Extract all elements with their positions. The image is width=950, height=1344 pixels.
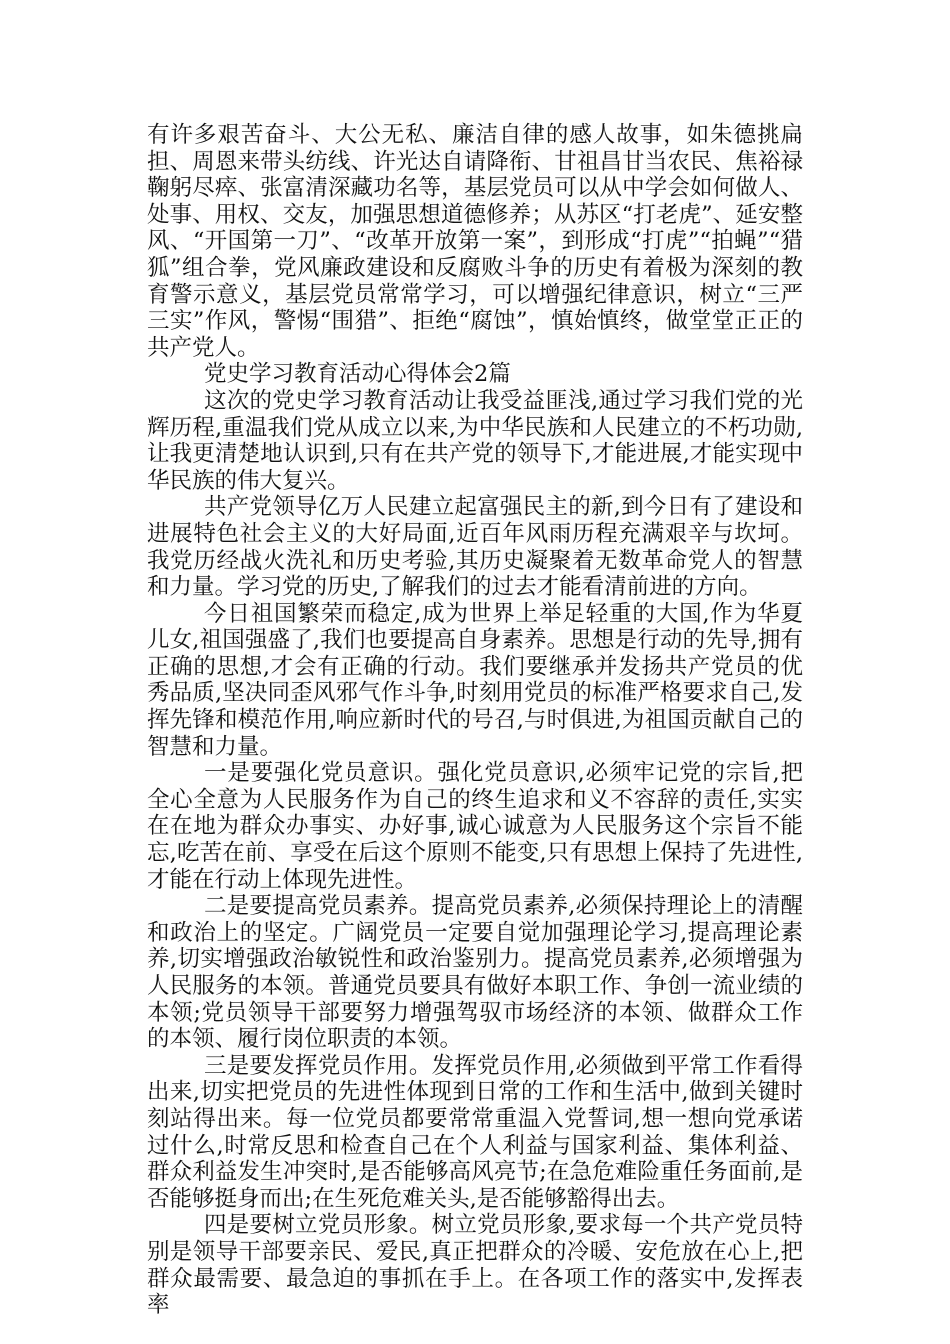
paragraph-continuation: 有许多艰苦奋斗、大公无私、廉洁自律的感人故事，如朱德挑扁担、周恩来带头纺线、许光达自请降衔、甘祖昌甘当农民、焦裕禄鞠躬尽瘁、张富清深藏功名等，基层党员可以从中学会如何做人、处事、用权、交友，加强思想道德修养；从苏区“打老虎”、延安整风、“开国第一刀”、“改革开放第一案”，到形成“打虎”“拍蝇”“猎狐”组合拳，党风廉政建设和反腐败斗争的历史有着极为深刻的教育警示意义，基层党员常常学习，可以增强纪律意识，树立“三严三实”作风，警惕“围猎”、拒绝“腐蚀”，慎始慎终，做堂堂正正的共产党人。 [147,122,803,361]
paragraph: 一是要强化党员意识。强化党员意识,必须牢记党的宗旨,把全心全意为人民服务作为自己的终生追求和义不容辞的责任,实实在在地为群众办事实、办好事,诚心诚意为人民服务这个宗旨不能忘,吃苦在前、享受在后这个原则不能变,只有思想上保持了先进性,才能在行动上体现先进性。 [147,760,803,893]
paragraph: 这次的党史学习教育活动让我受益匪浅,通过学习我们党的光辉历程,重温我们党从成立以来,为中华民族和人民建立的不朽功勋,让我更清楚地认识到,只有在共产党的领导下,才能进展,才能实现中华民族的伟大复兴。 [147,387,803,494]
paragraph: 今日祖国繁荣而稳定,成为世界上举足轻重的大国,作为华夏儿女,祖国强盛了,我们也要提高自身素养。思想是行动的先导,拥有正确的思想,才会有正确的行动。我们要继承并发扬共产党员的优秀品质,坚决同歪风邪气作斗争,时刻用党员的标准严格要求自己,发挥先锋和模范作用,响应新时代的号召,与时俱进,为祖国贡献自己的智慧和力量。 [147,600,803,760]
section-heading: 党史学习教育活动心得体会2篇 [204,361,511,388]
paragraph: 共产党领导亿万人民建立起富强民主的新,到今日有了建设和进展特色社会主义的大好局面,近百年风雨历程充满艰辛与坎坷。我党历经战火洗礼和历史考验,其历史凝聚着无数革命党人的智慧和力量。学习党的历史,了解我们的过去才能看清前进的方向。 [147,494,803,601]
paragraph: 三是要发挥党员作用。发挥党员作用,必须做到平常工作看得出来,切实把党员的先进性体现到日常的工作和生活中,做到关键时刻站得出来。每一位党员都要常常重温入党誓词,想一想向党承诺过什么,时常反思和检查自己在个人利益与国家利益、集体利益、群众利益发生冲突时,是否能够高风亮节;在急危难险重任务面前,是否能够挺身而出;在生死危难关头,是否能够豁得出去。 [147,1052,803,1212]
paragraph: 四是要树立党员形象。树立党员形象,要求每一个共产党员特别是领导干部要亲民、爱民,真正把群众的冷暖、安危放在心上,把群众最需要、最急迫的事抓在手上。在各项工作的落实中,发挥表率 [147,1212,803,1319]
paragraph: 二是要提高党员素养。提高党员素养,必须保持理论上的清醒和政治上的坚定。广阔党员一定要自觉加强理论学习,提高理论素养,切实增强政治敏锐性和政治鉴别力。提高党员素养,必须增强为人民服务的本领。普通党员要具有做好本职工作、争创一流业绩的本领;党员领导干部要努力增强驾驭市场经济的本领、做群众工作的本领、履行岗位职责的本领。 [147,893,803,1053]
document-page [147,122,803,1319]
